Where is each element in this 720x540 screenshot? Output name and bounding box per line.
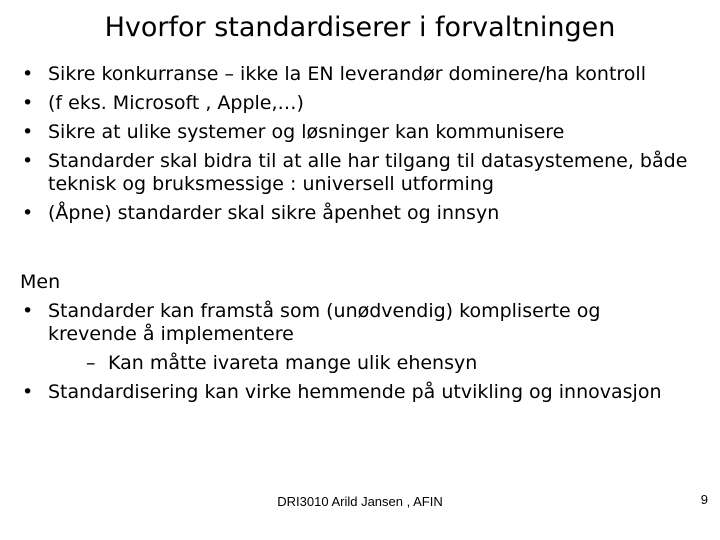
bullet-icon: •	[22, 63, 34, 85]
bullet-list	[20, 63, 690, 225]
bullet-icon: •	[22, 150, 34, 172]
sub-bullet-text: Kan måtte ivareta mange ulik ehensyn	[108, 352, 478, 374]
dash-icon: –	[86, 352, 96, 374]
bullet-text: Sikre at ulike systemer og løsninger kan kommunisere	[48, 121, 565, 143]
bullet-text: Standardisering kan virke hemmende på utvikling og innovasjon	[48, 381, 662, 403]
bullet-icon: •	[22, 202, 34, 224]
slide-content	[20, 63, 690, 410]
list-item	[20, 381, 690, 404]
sub-bullet-list	[48, 352, 690, 375]
slide-title: Hvorfor standardiserer i forvaltningen	[104, 12, 616, 43]
list-item	[20, 150, 690, 196]
list-item	[20, 121, 690, 144]
section-spacer	[20, 231, 690, 271]
bullet-icon: •	[22, 121, 34, 143]
page-number: 9	[700, 492, 708, 507]
list-item	[20, 63, 690, 86]
list-item	[20, 300, 690, 375]
list-item	[20, 202, 690, 225]
bullet-icon: •	[22, 92, 34, 114]
bullet-icon: •	[22, 300, 34, 322]
bullet-text: (f eks. Microsoft , Apple,…)	[48, 92, 304, 114]
bullet-icon: •	[22, 381, 34, 403]
list-item	[20, 92, 690, 115]
bullet-text: Sikre konkurranse – ikke la EN leverandør dominere/ha kontroll	[48, 63, 646, 85]
men-heading: Men	[20, 271, 61, 293]
bullet-text: (Åpne) standarder skal sikre åpenhet og innsyn	[48, 202, 500, 224]
men-bullet-list	[20, 300, 690, 404]
bullet-text: Standarder kan framstå som (unødvendig) kompliserte og krevende å implementere	[48, 300, 601, 345]
sub-list-item	[48, 352, 690, 375]
slide-footer: DRI3010 Arild Jansen , AFIN	[277, 494, 443, 509]
bullet-text: Standarder skal bidra til at alle har tilgang til datasystemene, både teknisk og bruksmessige : universell utforming	[48, 150, 688, 195]
